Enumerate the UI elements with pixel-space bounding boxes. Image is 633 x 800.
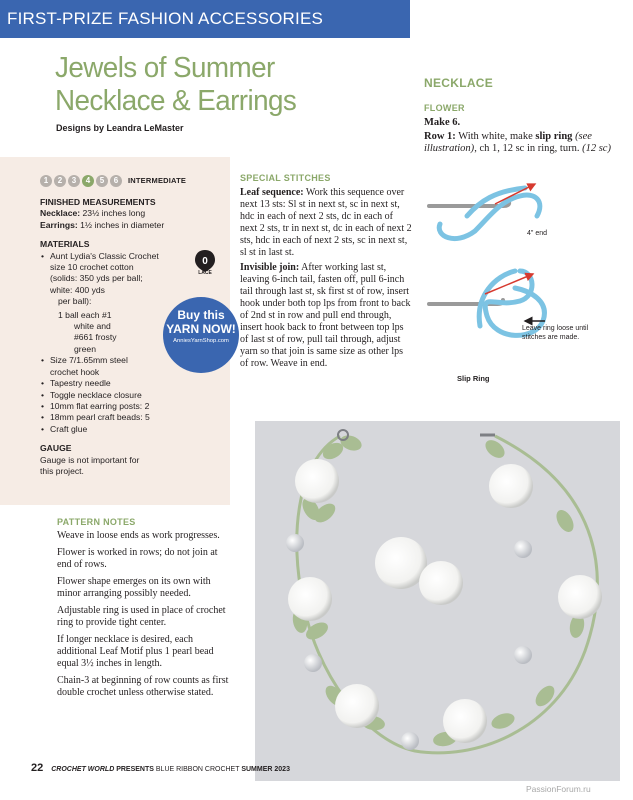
flower-heading: FLOWER	[424, 103, 465, 113]
leaf-sequence-text: Work this sequence over next 13 sts: Sl st in next st, sc in next st, hdc in each of next 2 sts, dc in each of next 2 sts, tr in next st, dc in each of next 2 sts, hdc in each of next 2 sts, sc in next st, sl st in last st.	[240, 187, 412, 258]
skill-dot-3: 3	[68, 175, 80, 187]
mat-line: • Aunt Lydia's Classic Crochet	[50, 250, 159, 261]
page-number: 22	[31, 762, 44, 774]
badge-line-1: Buy this	[177, 308, 225, 322]
note-paragraph: Flower is worked in rows; do not join at end of rows.	[57, 547, 218, 570]
skill-dot-1: 1	[40, 175, 52, 187]
section-banner: FIRST-PRIZE FASHION ACCESSORIES	[0, 0, 410, 38]
skill-dot-5: 5	[96, 175, 108, 187]
earrings-measure-value: 1½ inches in diameter	[80, 219, 165, 230]
badge-line-2: YARN NOW!	[166, 322, 236, 336]
leaf-sequence	[240, 187, 412, 259]
title-line-1: Jewels of Summer	[55, 52, 275, 84]
flower-instructions	[424, 117, 614, 157]
title-line-2: Necklace & Earrings	[55, 85, 297, 117]
note-paragraph: Chain-3 at beginning of row counts as first double crochet unless otherwise stated.	[57, 675, 229, 698]
row-1-text: , ch 1, 12 sc in ring, turn.	[474, 143, 583, 155]
leaf-sequence-term: Leaf sequence:	[240, 187, 304, 198]
skill-dot-2: 2	[54, 175, 66, 187]
necklace-measure	[40, 208, 220, 219]
buy-yarn-badge[interactable]	[163, 297, 239, 373]
special-stitches-heading: SPECIAL STITCHES	[240, 173, 331, 183]
mat-line: (solids: 350 yds per ball;	[50, 273, 143, 284]
mat-line: green	[74, 343, 96, 354]
yarn-strand	[439, 195, 540, 239]
mat-line: size 10 crochet cotton	[50, 262, 134, 273]
diagram-note: Leave ring loose until stitches are made.	[522, 325, 589, 341]
make-count	[424, 117, 614, 130]
mat-line: white and	[74, 321, 111, 332]
invisible-join-text: After working last st, leaving 6-inch tail, fasten off, pull 6-inch tail through last st, sk first st of row, insert hook under both top lps from front to back of 2nd st in row and pull end through, insert hook back to front between top lps of last st of row, pull tail through, adjust yarn so that join is same size as other lps of row. Weave in end.	[240, 262, 411, 369]
issue-season: SUMMER 2023	[241, 766, 290, 773]
yarn-weight-label: LACE	[198, 270, 212, 276]
note-paragraph: Adjustable ring is used in place of crochet ring to provide tight center.	[57, 605, 226, 628]
necklace-measure-value: 23½ inches long	[82, 208, 146, 219]
invisible-join-term: Invisible join:	[240, 262, 300, 273]
note-paragraph: Flower shape emerges on its own with minor arranging possibly needed.	[57, 576, 211, 599]
slip-ring-diagram	[425, 176, 605, 386]
row-1-count: (12 sc)	[582, 143, 611, 155]
diagram-end-label: 4" end	[527, 230, 548, 237]
diagram-step-1	[429, 184, 540, 239]
yarn-weight-number: 0	[202, 256, 208, 267]
note-paragraph: Weave in loose ends as work progresses.	[57, 530, 220, 541]
mat-line: per ball):	[58, 296, 92, 307]
article-title	[55, 52, 372, 118]
row-1	[424, 131, 614, 156]
necklace-heading: NECKLACE	[424, 76, 494, 90]
finished-measurements-heading: FINISHED MEASUREMENTS	[40, 197, 156, 207]
material-posts: • 10mm flat earring posts: 2	[50, 401, 220, 412]
earrings-measure	[40, 220, 220, 231]
invisible-join	[240, 262, 412, 370]
watermark: PassionForum.ru	[526, 784, 591, 794]
make-count-text: Make 6.	[424, 117, 461, 128]
badge-url: AnniesYarnShop.com	[173, 338, 229, 344]
pattern-notes-heading: PATTERN NOTES	[57, 517, 136, 527]
necklace-photo	[255, 421, 620, 781]
pattern-notes-body	[57, 530, 232, 704]
skill-label: INTERMEDIATE	[128, 176, 187, 186]
material-closure: • Toggle necklace closure	[50, 390, 220, 401]
mat-line: crochet hook	[50, 366, 100, 377]
material-glue: • Craft glue	[50, 424, 220, 435]
skill-level-row	[40, 175, 220, 187]
row-1-term: slip ring	[535, 130, 573, 142]
necklace-measure-label: Necklace:	[40, 208, 81, 219]
row-1-label: Row 1:	[424, 130, 456, 142]
mat-line: • Size 7/1.65mm steel	[50, 355, 128, 366]
gauge-line-1: Gauge is not important for	[40, 454, 140, 465]
earrings-measure-label: Earrings:	[40, 219, 78, 230]
magazine-name: CROCHET WORLD	[51, 766, 115, 773]
mat-line: #661 frosty	[74, 332, 117, 343]
note-paragraph: If longer necklace is desired, each additional Leaf Motif plus 1 pearl bead equal 3½ inches in length.	[57, 634, 214, 669]
row-1-ref: (see illustration)	[424, 130, 592, 155]
issue-name: BLUE RIBBON CROCHET	[153, 766, 242, 773]
materials-heading: MATERIALS	[40, 239, 90, 250]
skill-dot-4: 4	[82, 175, 94, 187]
gauge-heading: GAUGE	[40, 443, 72, 454]
row-1-text: With white, make	[455, 130, 536, 142]
special-stitches-body	[240, 187, 412, 373]
page-footer	[31, 762, 290, 774]
presents-label: PRESENTS	[116, 766, 154, 773]
gauge-line-2: this project.	[40, 465, 84, 476]
diagram-caption: Slip Ring	[457, 374, 490, 383]
material-needle: • Tapestry needle	[50, 378, 220, 389]
byline: Designs by Leandra LeMaster	[56, 123, 184, 133]
mat-line: white: 400 yds	[50, 284, 105, 295]
material-beads: • 18mm pearl craft beads: 5	[50, 412, 220, 423]
mat-line: 1 ball each #1	[58, 309, 112, 320]
skill-dot-6: 6	[110, 175, 122, 187]
